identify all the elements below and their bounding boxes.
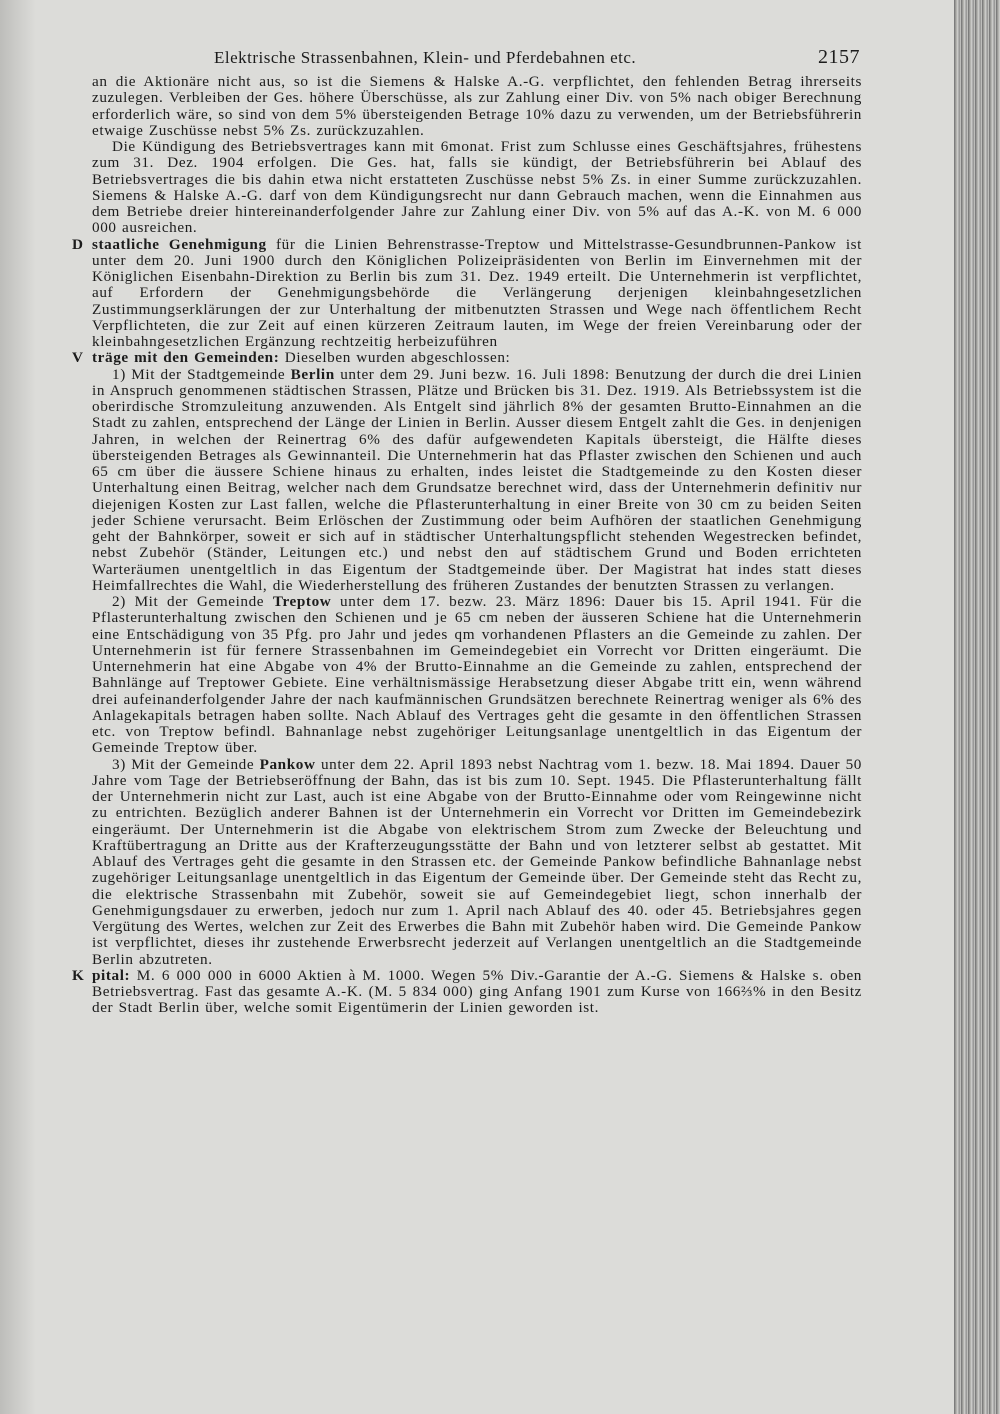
body-text — [72, 73, 862, 1017]
section-lead-concession: staatliche Genehmigung — [92, 235, 267, 253]
paragraph-text: für die Linien Behrenstrasse-Treptow und Mittelstrasse-Gesundbrunnen-Pankow ist unter dem 20. Juni 1900 durch den Königlichen Polizeipräsidenten von Berlin im Einvernehmen mit der Königlichen Eisenbahn-Direktion zu Berlin bis zum 31. Dez. 1949 erteilt. Die Unternehmerin ist verpflichtet, auf Erfordern der Genehmigungsbehörde die Verlängerung derjenigen kleinbahngesetzlichen Zustimmungserklärungen der zur Unterhaltung der mitbenutzten Strassen und Wege nach öffentlichem Recht Verpflichteten, die zur Zeit auf einen kürzeren Zeitraum lauten, im Wege der freien Vereinbarung oder der kleinbahngesetzlichen Ergänzung rechtzeitig herbeizuführen — [92, 235, 862, 350]
section-lead-contracts: träge mit den Gemeinden: — [92, 349, 280, 367]
margin-letter: V — [72, 349, 84, 367]
section-lead-capital: pital: — [92, 966, 131, 984]
page-content — [72, 40, 862, 1017]
margin-letter: D — [72, 235, 84, 253]
paragraph-treptow — [92, 594, 862, 757]
paragraph-dividend-guarantee: an die Aktionäre nicht aus, so ist die Siemens & Halske A.-G. verpflichtet, den fehlenden Betrag ihrerseits zuzulegen. Verbleiben der Ges. höhere Überschüsse, als zur Zahlung einer Div. von 5% nach obiger Berechnung erforderlich wäre, so sind von dem 5% übersteigenden Betrage 10% dazu zu verwenden, um der Betriebsführerin etwaige Zuschüsse nebst 5% Zs. zurückzuzahlen. — [92, 73, 862, 139]
paragraph-contracts — [72, 349, 862, 367]
municipality-name: Berlin — [290, 365, 335, 383]
paragraph-text: Dieselben wurden abgeschlossen: — [279, 349, 511, 367]
header-title: Elektrische Strassenbahnen, Klein- und Pferdebahnen etc. — [214, 48, 637, 67]
book-binding-edge — [954, 0, 1000, 1414]
paragraph-termination: Die Kündigung des Betriebsvertrages kann mit 6monat. Frist zum Schlusse eines Geschäftsjahres, frühestens zum 31. Dez. 1904 erfolgen. Die Ges. hat, falls sie kündigt, der Betriebsführerin bei Ablauf des Betriebsvertrages die bis dahin etwa nicht erstatteten Zuschüsse nebst 5% Zs. in einer Summe zurückzuzahlen. Siemens & Halske A.-G. darf von dem Kündigungsrecht nur dann Gebrauch machen, wenn die Einnahmen aus dem Betriebe dreier hintereinanderfolgender Jahre zur Zahlung einer Div. von 5% auf das A.-K. von M. 6 000 000 ausreichen. — [92, 138, 862, 237]
paragraph-text: M. 6 000 000 in 6000 Aktien à M. 1000. Wegen 5% Div.-Garantie der A.-G. Siemens & Halske s. oben Betriebsvertrag. Fast das gesamte A.-K. (M. 5 834 000) ging Anfang 1901 zum Kurse von 166⅔% in den Besitz der Stadt Berlin über, welche somit Eigentümerin der Linien geworden ist. — [92, 966, 862, 1017]
paragraph-capital — [72, 966, 862, 1017]
paragraph-text: 2) Mit der Gemeinde — [112, 593, 273, 610]
municipality-name: Treptow — [272, 593, 332, 610]
paragraph-text: unter dem 29. Juni bezw. 16. Juli 1898: Benutzung der durch die drei Linien in Anspruch genommenen städtischen Strassen, Plätze und Brücken bis 31. Dez. 1919. Als Betriebssystem ist die oberirdische Stromzuleitung anzuwenden. Als Entgelt sind jährlich 8% der gesamten Brutto-Einnahmen an die Stadt zu zahlen, entsprechend der Länge der Linien in Berlin. Ausser diesem Entgelt zahlt die Ges. in denjenigen Jahren, in welchen der Reinertrag 6% des dafür aufgewendeten Kapitals übersteigt, die Hälfte dieses übersteigenden Betrages als Gewinnanteil. Die Unternehmerin hat das Pflaster zwischen den Schienen und auch 65 cm über die äussere Schiene hinaus zu erhalten, indes leistet die Stadtgemeinde zu den Kosten dieser Unterhaltung einen Beitrag, welcher nach dem Grundsatze berechnet wird, dass der Unternehmerin definitiv nur diejenigen Kosten zur Last fallen, welche die Pflasterunterhaltung in einer Breite von 30 cm zu beiden Seiten jeder Schiene verursacht. Beim Erlöschen der Zustimmung oder beim Aufhören der staatlichen Genehmigung geht der Bahnkörper, soweit er sich auf in städtischer Unterhaltungspflicht stehenden Wegestrecken befindet, nebst Zubehör (Ständer, Leitungen etc.) und nebst den auf städtischem Grund und Boden errichteten Warteräumen unentgeltlich in das Eigentum der Stadtgemeinde über. Der Magistrat hat indes statt dieses Heimfallrechtes die Wahl, die Wiederherstellung des früheren Zustandes der benutzten Strassen zu verlangen. — [92, 365, 862, 594]
municipality-name: Pankow — [259, 755, 316, 773]
page-number: 2157 — [818, 46, 860, 68]
paragraph-text: unter dem 22. April 1893 nebst Nachtrag vom 1. bezw. 18. Mai 1894. Dauer 50 Jahre vom Tage der Betriebseröffnung der Bahn, das ist bis zum 10. Sept. 1945. Die Pflasterunterhaltung fällt der Unternehmerin nicht zur Last, auch ist eine Abgabe von der Brutto-Einnahme oder vom Reingewinne nicht zu entrichten. Bezüglich anderer Bahnen ist der Unternehmerin ein Vorrecht vor Dritten im Gemeindebezirk eingeräumt. Der Unternehmerin ist die Abgabe von elektrischem Strom zum Zwecke der Beleuchtung und Kraftübertragung an Dritte aus der Krafterzeugungsstätte der Bahn und von letzterer selbst ab gestattet. Mit Ablauf des Vertrages geht die gesamte in den Strassen etc. der Gemeinde Pankow befindliche Bahnanlage nebst zugehöriger Leitungsanlage unentgeltlich in das Eigentum der Gemeinde über. Der Gemeinde steht das Recht zu, die elektrische Strassenbahn mit Zubehör, soweit sie auf Gemeindegebiet liegt, schon innerhalb der Genehmigungsdauer zu erwerben, jedoch nur zum 1. April nach Ablauf des 40. oder 45. Betriebsjahres gegen Vergütung des Wertes, welchen zur Zeit des Erwerbes die Bahn mit Zubehör haben wird. Die Gemeinde Pankow ist verpflichtet, dieses ihr zustehende Erwerbsrecht jederzeit auf Verlangen unentgeltlich an die Stadtgemeinde Berlin abzutreten. — [92, 755, 862, 968]
paragraph-pankow — [92, 757, 862, 968]
paragraph-berlin — [92, 367, 862, 595]
margin-letter: K — [72, 966, 85, 984]
paragraph-text: 1) Mit der Stadtgemeinde — [112, 365, 291, 383]
paragraph-text: unter dem 17. bezw. 23. März 1896: Dauer bis 15. April 1941. Für die Pflasterunterhaltung zwischen den Schienen und je 65 cm neben der äusseren Schiene hat die Unternehmerin eine Entschädigung von 35 Pfg. pro Jahr und jedes qm vorhandenen Pflasters an die Gemeinde zu zahlen. Der Unternehmerin ist für fernere Strassenbahnen im Gemeindegebiet ein Vorrecht vor Dritten eingeräumt. Die Unternehmerin hat eine Abgabe von 4% der Brutto-Einnahme an die Gemeinde zu zahlen, entsprechend der Bahnlänge auf Treptower Gebiete. Eine verhältnismässige Herabsetzung dieser Abgabe tritt ein, wenn während drei aufeinanderfolgender Jahre der nach kaufmännischen Grundsätzen berechnete Reinertrag weniger als 6% des Anlagekapitals betragen haben sollte. Nach Ablauf des Vertrages geht die gesamte in den öffentlichen Strassen etc. von Treptow befindl. Bahnanlage nebst zugehöriger Leitungsanlage unentgeltlich in das Eigentum der Gemeinde Treptow über. — [92, 593, 862, 757]
running-header — [92, 40, 862, 74]
left-margin-shadow — [0, 0, 36, 1414]
paragraph-concession — [72, 235, 862, 351]
paragraph-text: 3) Mit der Gemeinde — [112, 755, 260, 773]
